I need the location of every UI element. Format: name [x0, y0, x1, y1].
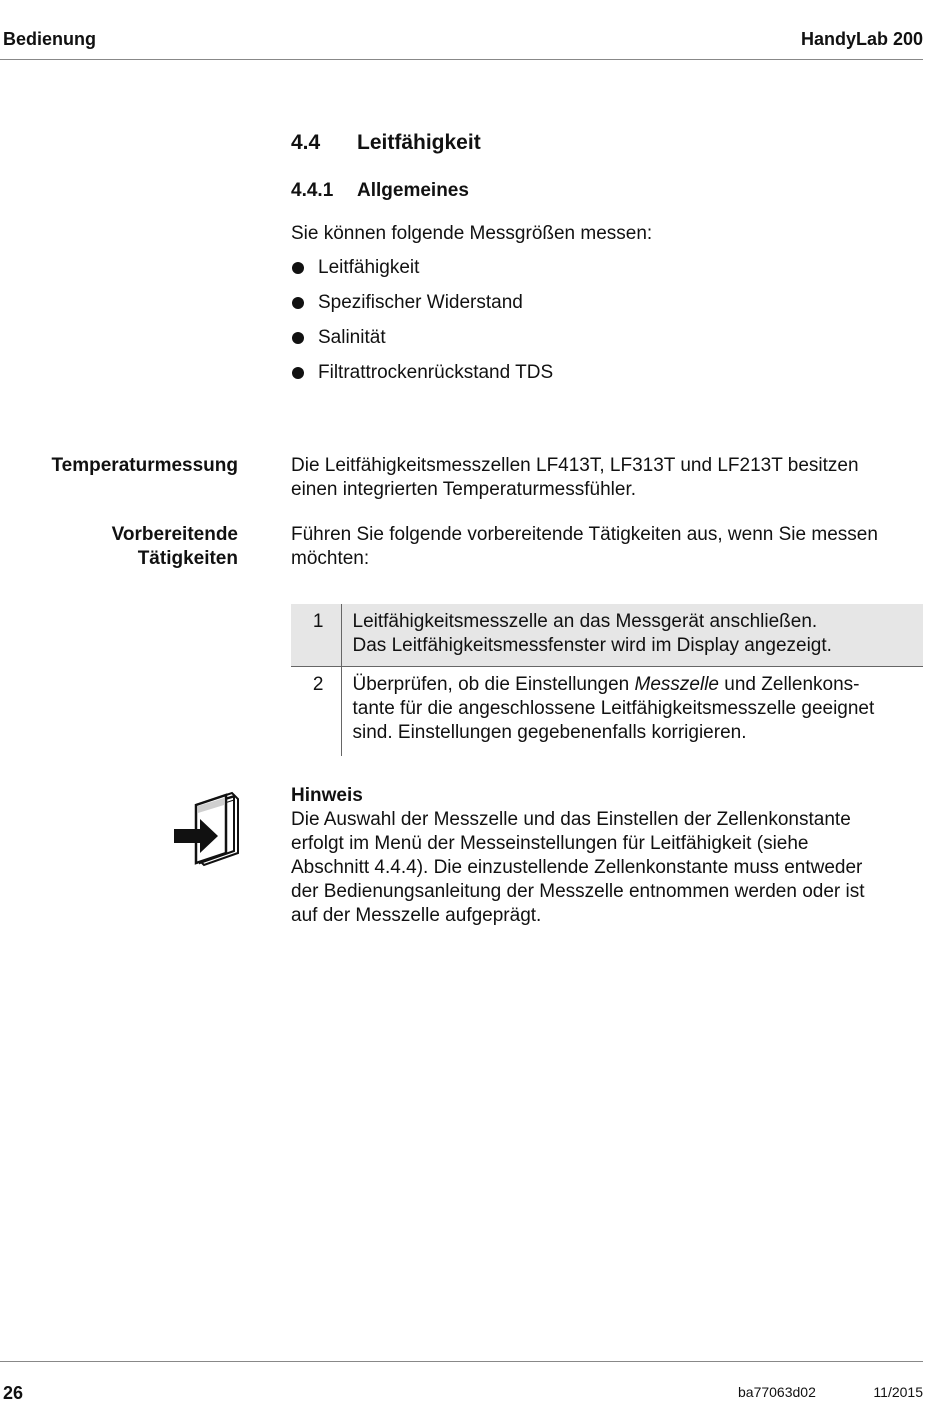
- bullet-icon: [292, 332, 304, 344]
- subsection-title: Allgemeines: [357, 180, 469, 201]
- step-number: 2: [291, 667, 341, 757]
- table-row: [291, 667, 923, 757]
- section-number: 4.4: [291, 131, 321, 154]
- bullet-icon: [292, 367, 304, 379]
- section-heading: [291, 131, 481, 155]
- steps-table: [291, 604, 923, 756]
- note-text: Die Auswahl der Messzelle und das Einstellen der Zellenkonstante erfolgt im Menü der Messeinstellungen für Leitfähigkeit (siehe Abschnitt 4.4.4). Die einzustellende Zellenkonstante muss entweder der Bedienungsanleitung der Messzelle entnommen werden oder ist auf der Messzelle aufgeprägt.: [291, 809, 865, 926]
- header-chapter: Bedienung: [3, 29, 96, 49]
- preparation-paragraph: Führen Sie folgende vorbereitende Tätigkeiten aus, wenn Sie messen möchten:: [291, 524, 878, 569]
- section-title: Leitfähigkeit: [357, 131, 481, 154]
- margin-label-temperature: Temperaturmessung: [51, 455, 238, 476]
- bullet-icon: [292, 297, 304, 309]
- page-number: 26: [3, 1383, 24, 1403]
- intro-text: Sie können folgende Messgrößen messen:: [291, 223, 653, 244]
- subsection-heading: [291, 180, 469, 202]
- document-date: 11/2015: [873, 1384, 923, 1400]
- subsection-number: 4.4.1: [291, 180, 334, 201]
- bullet-icon: [292, 262, 304, 274]
- step-text: Leitfähigkeitsmesszelle an das Messgerät anschließen. Das Leitfähigkeitsmessfenster wird im Display angezeigt.: [341, 604, 923, 667]
- list-item: Salinität: [291, 326, 553, 361]
- measurand-list: [291, 256, 553, 396]
- margin-label-preparation: Vorbereitende Tätigkeiten: [111, 524, 238, 569]
- document-code: ba77063d02: [738, 1384, 816, 1400]
- step-number: 1: [291, 604, 341, 667]
- setting-name: Messzelle: [634, 674, 720, 695]
- list-item: Spezifischer Widerstand: [291, 291, 553, 326]
- header-product: HandyLab 200: [800, 29, 923, 49]
- footer-divider: [0, 1361, 923, 1362]
- list-item: Leitfähigkeit: [291, 256, 553, 291]
- book-arrow-icon: [170, 791, 242, 869]
- header-divider: [0, 59, 923, 60]
- list-item: Filtrattrockenrückstand TDS: [291, 361, 553, 396]
- temperature-paragraph: Die Leitfähigkeitsmesszellen LF413T, LF313T und LF213T besitzen einen integrierten Temperaturmessfühler.: [291, 455, 859, 500]
- note-title: Hinweis: [291, 785, 363, 806]
- step-text: Überprüfen, ob die Einstellungen Messzelle und Zellenkons- tante für die angeschlossene Leitfähigkeitsmesszelle geeignet sind. Einstellungen gegebenenfalls korrigieren.: [352, 674, 875, 743]
- table-row: [291, 604, 923, 667]
